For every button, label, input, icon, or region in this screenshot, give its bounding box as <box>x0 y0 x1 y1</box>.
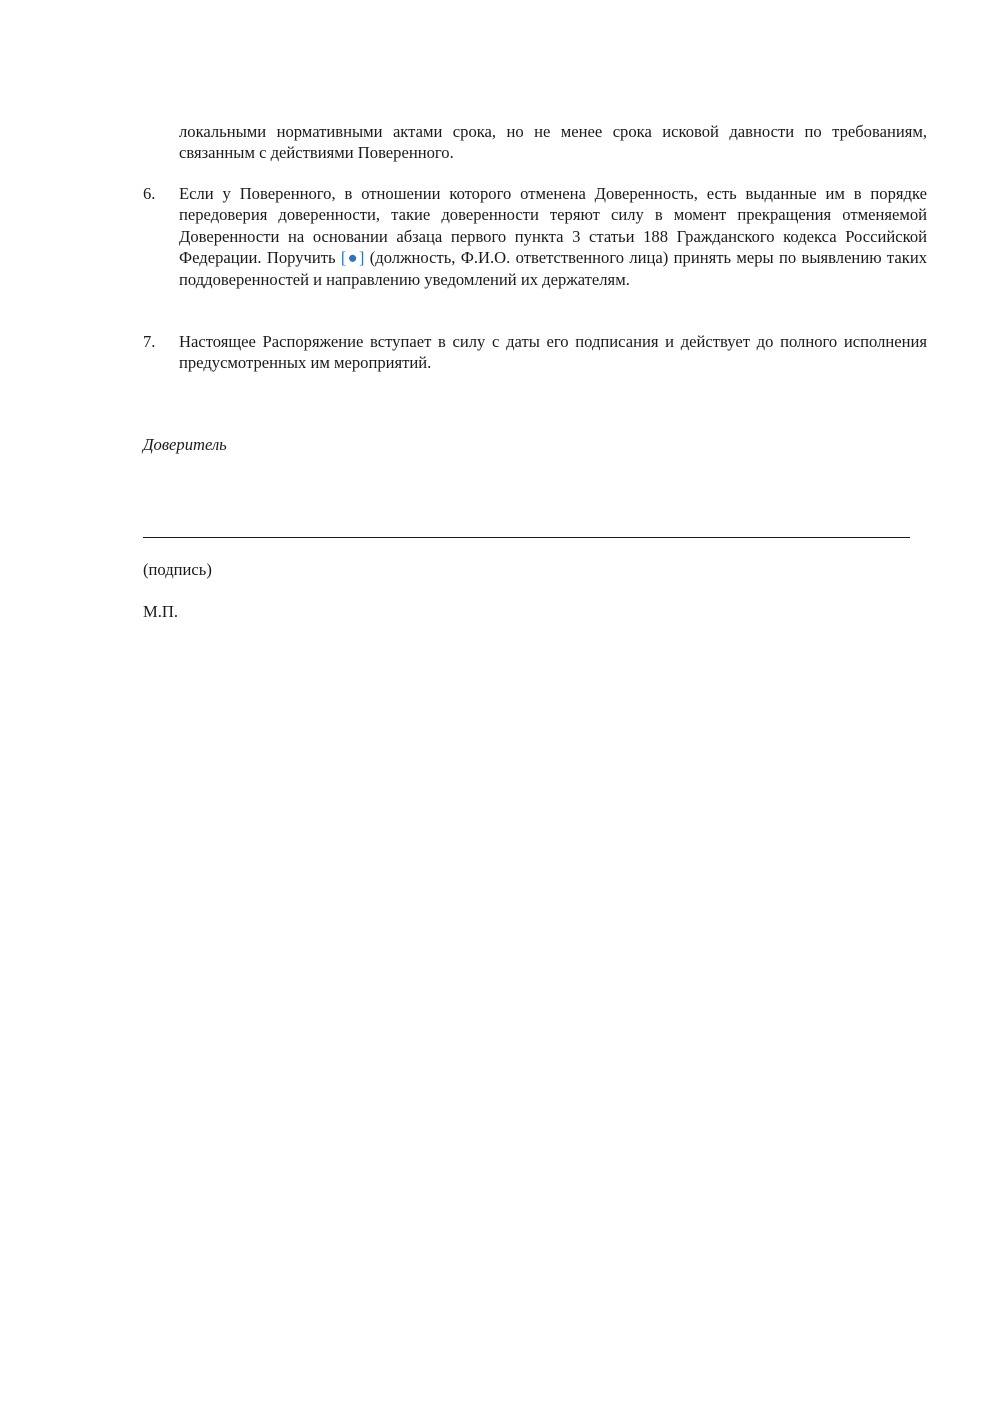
signer-label: Доверитель <box>143 435 227 454</box>
signature-line <box>143 537 910 538</box>
list-item-number: 6. <box>143 184 156 203</box>
paragraph-continuation-text: локальными нормативными актами срока, но не менее срока исковой давности по требованиям, связанным с действиями Поверенного. <box>179 122 927 163</box>
placeholder-marker: [●] <box>340 248 365 268</box>
list-item-number: 7. <box>143 332 156 351</box>
list-item-7 <box>143 331 927 374</box>
signature-caption: (подпись) <box>143 560 212 579</box>
list-item-text: Настоящее Распоряжение вступает в силу с даты его подписания и действует до полного исполнения предусмотренных им мероприятий. <box>179 332 927 373</box>
list-item-text-after: (должность, Ф.И.О. ответственного лица) принять меры по выявлению таких поддоверенностей и направлению уведомлений их держателям. <box>179 248 927 289</box>
list-item-6 <box>143 183 927 290</box>
paragraph-continuation <box>143 121 927 164</box>
list-item-text-before: Если у Поверенного, в отношении которого отменена Доверенность, есть выданные им в порядке передоверия доверенности, такие доверенности теряют силу в момент прекращения отменяемой Доверенности на основании абзаца первого пункта 3 статьи 188 Гражданского кодекса Российской Федерации. Поручить <box>179 184 927 268</box>
stamp-label: М.П. <box>143 602 179 621</box>
list-item-text <box>179 183 927 290</box>
